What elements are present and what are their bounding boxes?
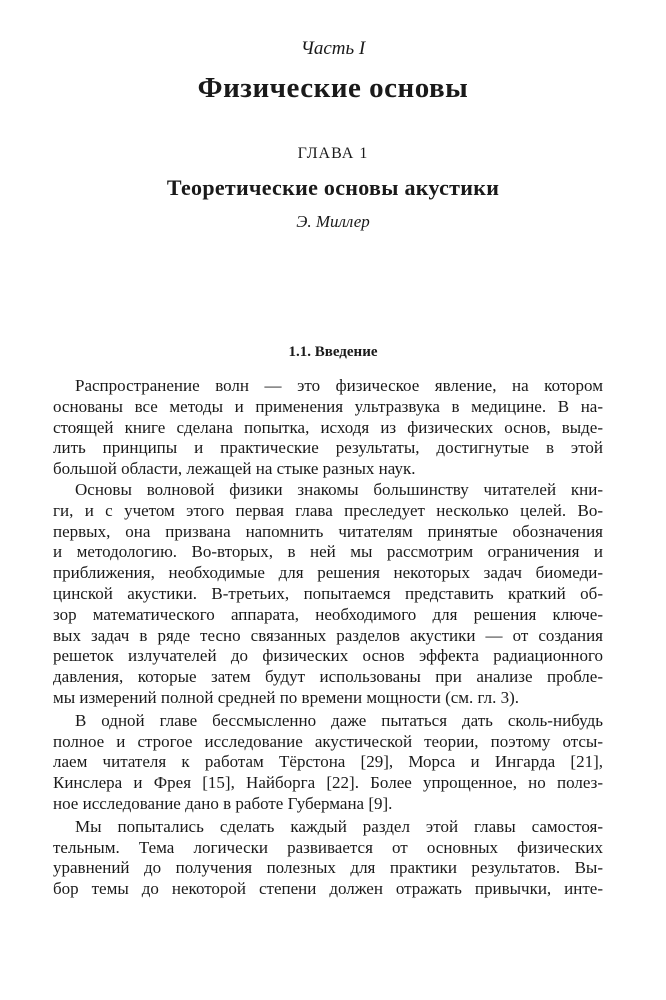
text-line: Мы попытались сделать каждый раздел этой главы самостоя- <box>75 816 603 836</box>
text-line: и методологию. Во-вторых, в ней мы рассмотрим ограничения и <box>53 542 603 562</box>
text-line: ное исследование дано в работе Губермана [9]. <box>53 793 393 813</box>
text-line: уравнений до получения полезных для практики результатов. Вы- <box>53 858 603 878</box>
text-line: стоящей книге сделана попытка, исходя из физических основ, выде- <box>53 417 603 437</box>
text-line: Кинслера и Фрея [15], Найборга [22]. Более упрощенное, но полез- <box>53 773 603 793</box>
body-text <box>53 376 603 900</box>
text-line: цинской акустики. В-третьих, попытаемся представить краткий об- <box>53 583 603 603</box>
paragraph-2 <box>53 480 603 709</box>
text-line: приближения, необходимые для решения некоторых задач биомеди- <box>53 563 603 583</box>
part-label: Часть I <box>300 38 366 59</box>
text-line: основаны все методы и применения ультразвука в медицине. В на- <box>53 396 603 416</box>
chapter-title: Теоретические основы акустики <box>166 175 500 200</box>
chapter-author: Э. Миллер <box>296 212 370 231</box>
part-title: Физические основы <box>197 72 469 104</box>
text-line: тельным. Тема логически развивается от основных физических <box>53 837 603 857</box>
text-line: давления, которые затем будут использованы при анализе пробле- <box>53 667 603 687</box>
text-line: В одной главе бессмысленно даже пытаться дать сколь-нибудь <box>75 710 603 730</box>
text-line: бор темы до некоторой степени должен отражать привычки, инте- <box>53 879 603 899</box>
text-line: Распространение волн — это физическое явление, на котором <box>75 376 603 395</box>
text-line: ги, и с учетом этого первая глава преследует несколько целей. Во- <box>53 500 603 520</box>
text-line: решеток излучателей до физических основ эффекта радиационного <box>53 646 603 666</box>
paragraph-1 <box>53 376 603 480</box>
text-line: лаем читателя к работам Тёрстона [29], Морса и Ингарда [21], <box>53 752 603 772</box>
section-heading: 1.1. Введение <box>288 344 378 360</box>
text-line: зор математического аппарата, необходимого для решения ключе- <box>53 604 603 624</box>
chapter-label: ГЛАВА 1 <box>297 145 369 162</box>
paragraph-3 <box>53 711 603 815</box>
text-line: мы измерений полной средней по времени мощности (см. гл. 3). <box>53 687 520 707</box>
text-line: полное и строгое исследование акустической теории, поэтому отсы- <box>53 731 603 751</box>
paragraph-4 <box>53 817 603 900</box>
text-line: первых, она призвана напомнить читателям принятые обозначения <box>53 521 603 541</box>
text-line: большой области, лежащей на стыке разных наук. <box>53 459 416 479</box>
text-line: Основы волновой физики знакомы большинству читателей кни- <box>75 479 603 499</box>
text-line: лить принципы и практические результаты, достигнутые в этой <box>53 438 603 458</box>
text-line: вых задач в ряде тесно связанных разделов акустики — от создания <box>53 625 603 645</box>
